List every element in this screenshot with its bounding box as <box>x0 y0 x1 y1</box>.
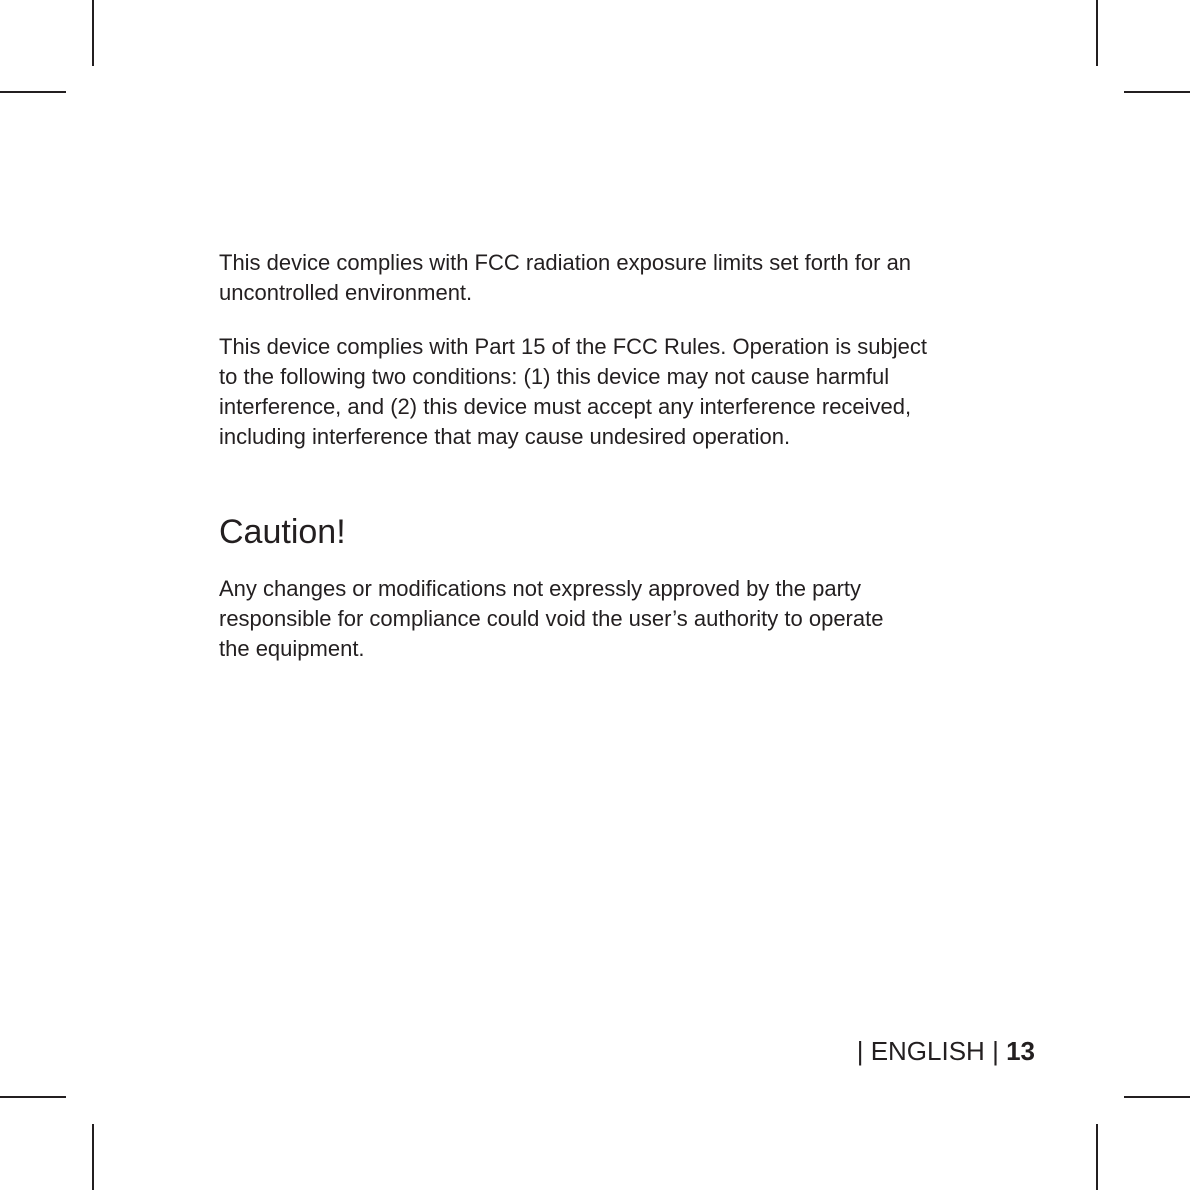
crop-mark-top-left-horizontal <box>0 91 66 93</box>
page-footer <box>700 1034 1035 1068</box>
caution-heading: Caution! <box>219 513 346 551</box>
crop-mark-bottom-left-vertical <box>92 1124 94 1190</box>
page-number: 13 <box>1006 1036 1035 1066</box>
fcc-part15-paragraph: This device complies with Part 15 of the FCC Rules. Operation is subject to the following two conditions: (1) this device may not cause harmful interference, and (2) this device must accept any interference received, including interference that may cause undesired operation. <box>219 334 927 449</box>
footer-separator-left: | <box>856 1036 864 1066</box>
caution-paragraph: Any changes or modifications not expressly approved by the party responsible for compliance could void the user’s authority to operate the equipment. <box>219 576 884 661</box>
crop-mark-bottom-right-horizontal <box>1124 1096 1190 1098</box>
crop-mark-bottom-right-vertical <box>1096 1124 1098 1190</box>
fcc-exposure-paragraph: This device complies with FCC radiation exposure limits set forth for an uncontrolled environment. <box>219 250 912 305</box>
footer-separator-right: | <box>992 1036 999 1066</box>
crop-mark-bottom-left-horizontal <box>0 1096 66 1098</box>
crop-mark-top-right-horizontal <box>1124 91 1190 93</box>
footer-language: ENGLISH <box>870 1036 985 1066</box>
crop-mark-top-right-vertical <box>1096 0 1098 66</box>
crop-mark-top-left-vertical <box>92 0 94 66</box>
page-content <box>219 248 1049 664</box>
